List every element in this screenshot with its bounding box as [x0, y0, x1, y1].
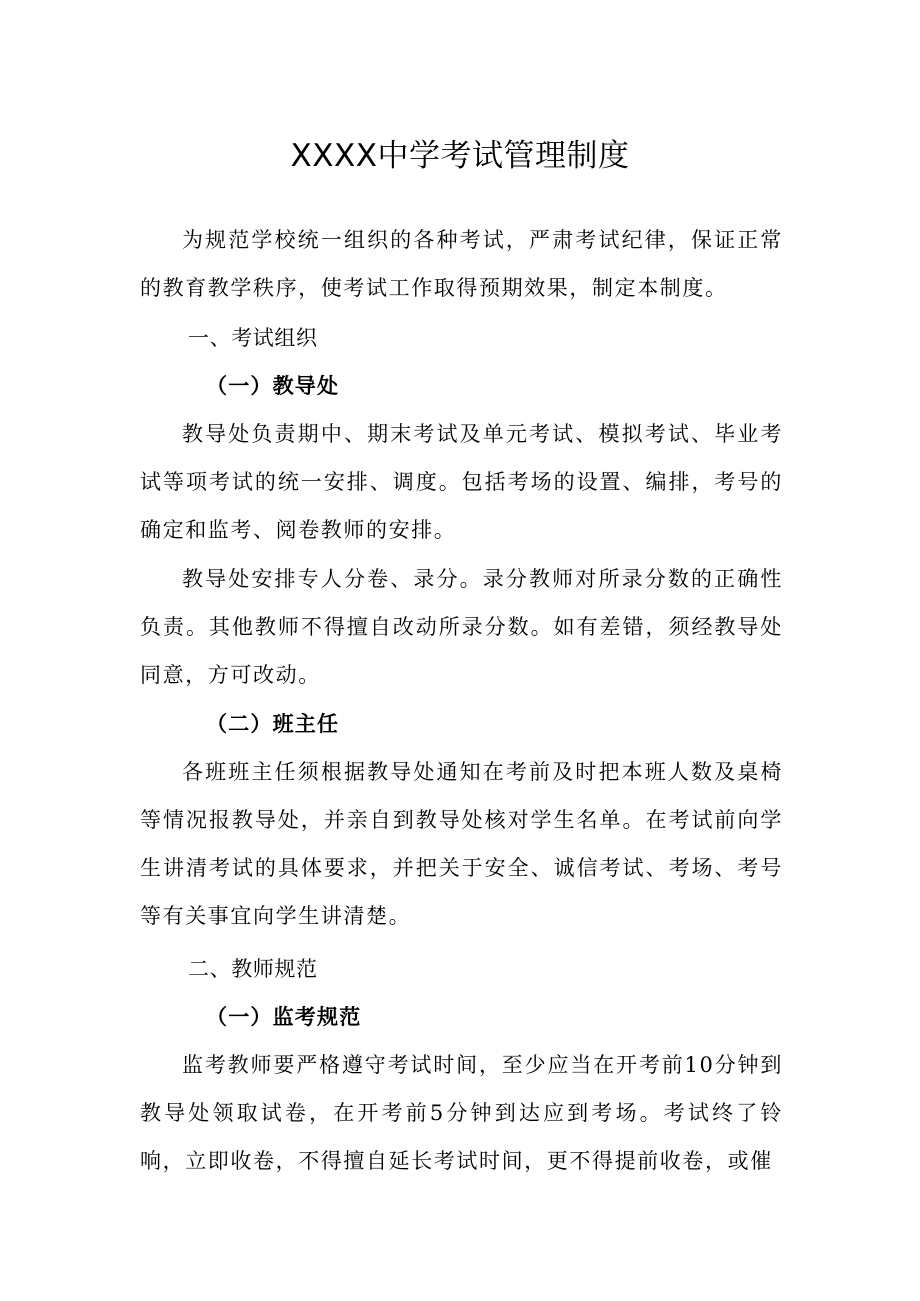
section-2-sub-1-heading: （一）监考规范: [206, 1004, 362, 1029]
intro-paragraph: 为规范学校统一组织的各种考试，严肃考试纪律，保证正常的教育教学秩序，使考试工作取得预期效果，制定本制度。: [140, 228, 783, 300]
section-2-heading: 二、教师规范: [188, 957, 318, 981]
document-title: XXXX中学考试管理制度: [290, 137, 630, 174]
section-2-sub-1-paragraph-1: 监考教师要严格遵守考试时间，至少应当在开考前10分钟到教导处领取试卷，在开考前5分钟到达应到考场。考试终了铃响，立即收卷，不得擅自延长考试时间，更不得提前收卷，或催: [140, 1053, 783, 1173]
section-1-sub-1-paragraph-2: 教导处安排专人分卷、录分。录分教师对所录分数的正确性负责。其他教师不得擅自改动所录分数。如有差错，须经教导处同意，方可改动。: [140, 567, 783, 687]
section-1-sub-2-heading: （二）班主任: [206, 711, 340, 736]
section-1-sub-1-heading: （一）教导处: [206, 373, 340, 398]
section-1-sub-1-paragraph-1: 教导处负责期中、期末考试及单元考试、模拟考试、毕业考试等项考试的统一安排、调度。包括考场的设置、编排，考号的确定和监考、阅卷教师的安排。: [140, 422, 783, 542]
section-1-heading: 一、考试组织: [188, 326, 318, 350]
section-1-sub-2-paragraph-1: 各班班主任须根据教导处通知在考前及时把本班人数及桌椅等情况报教导处，并亲自到教导处核对学生名单。在考试前向学生讲清考试的具体要求，并把关于安全、诚信考试、考场、考号等有关事宜向学生讲清楚。: [140, 760, 783, 928]
